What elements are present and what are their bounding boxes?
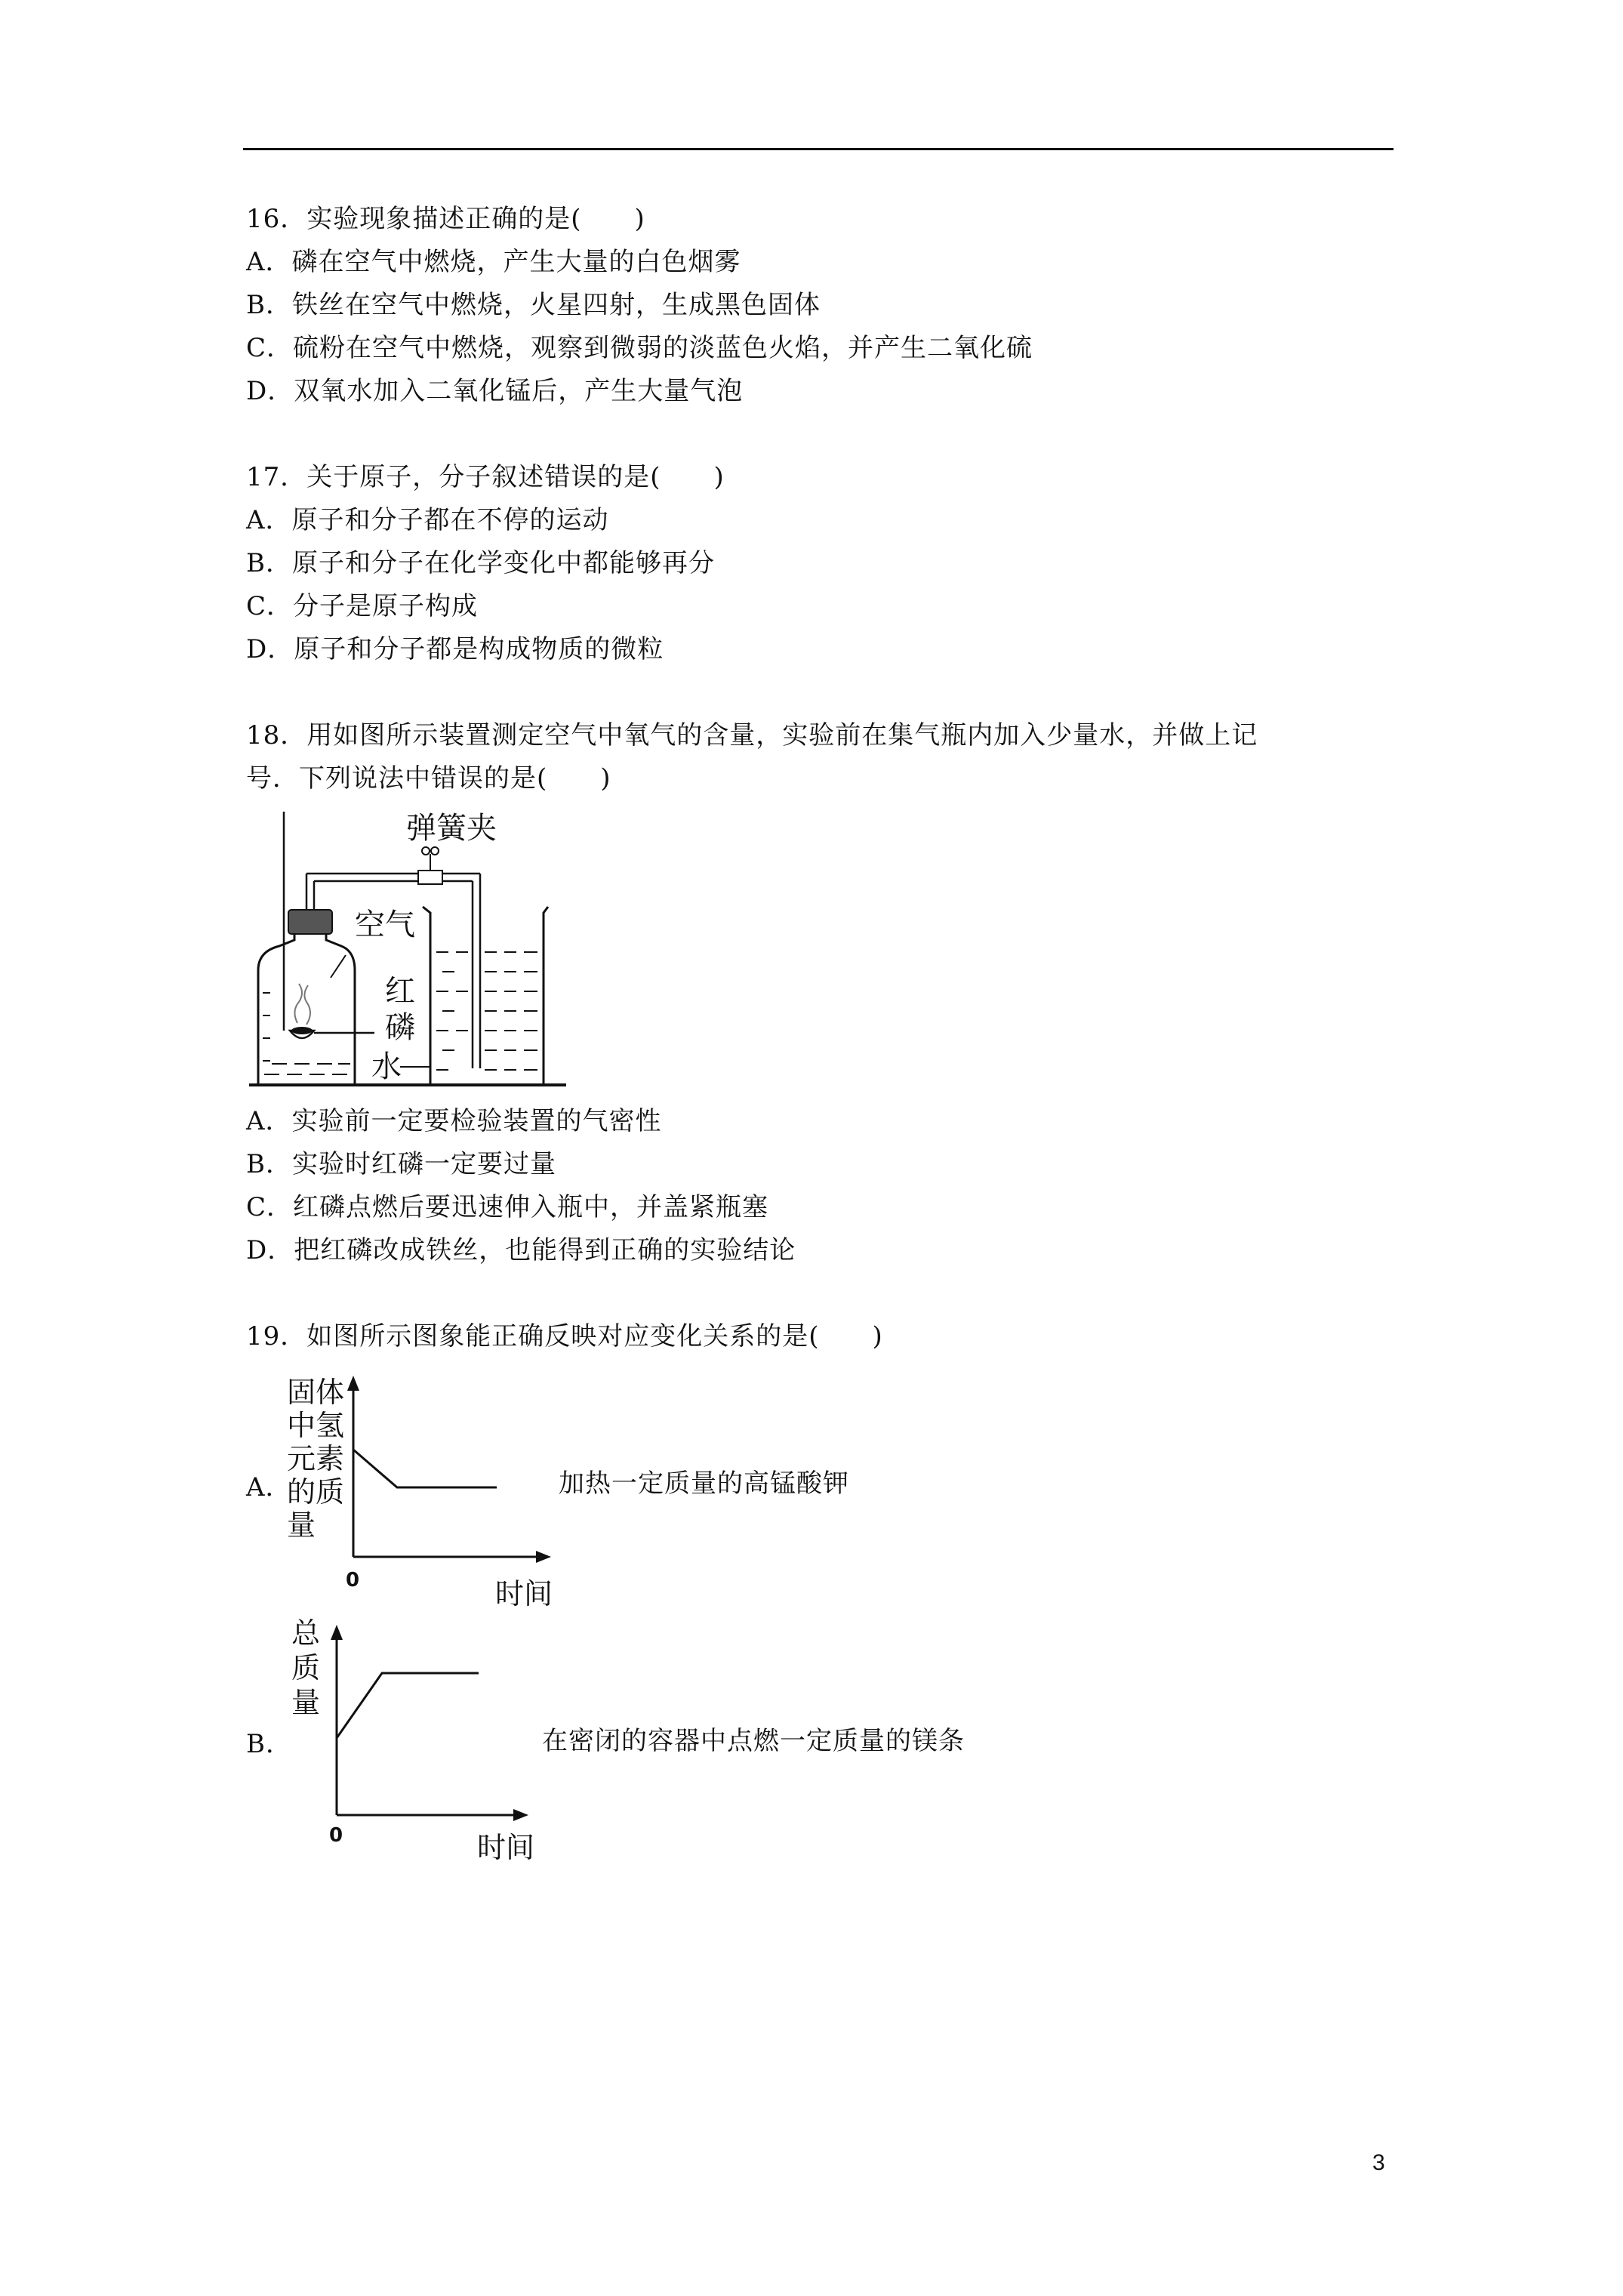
q18-apparatus-figure [242, 804, 574, 1091]
q16-option-d: D．双氧水加入二氧化锰后，产生大量气泡 [246, 376, 744, 406]
q19-option-a-letter: A． [246, 1472, 292, 1502]
graph-b-ylabel: 总 质 量 [291, 1616, 321, 1719]
graph-a-origin: 0 [346, 1569, 360, 1592]
q16-option-b: B．铁丝在空气中燃烧，火星四射，生成黑色固体 [246, 290, 821, 320]
q18-stem-line1: 18．用如图所示装置测定空气中氧气的含量，实验前在集气瓶内加入少量水，并做上记 [246, 720, 1258, 750]
q17-stem: 17．关于原子，分子叙述错误的是( ) [246, 462, 725, 492]
phosphorus-label-1: 红 [385, 974, 415, 1009]
q19-option-b-desc: 在密闭的容器中点燃一定质量的镁条 [542, 1726, 965, 1756]
graph-b-xlabel: 时间 [477, 1831, 535, 1864]
phosphorus-label-2: 磷 [385, 1010, 415, 1045]
q18-option-b: B．实验时红磷一定要过量 [246, 1149, 556, 1179]
page-number: 3 [1372, 2150, 1385, 2175]
q18-option-a: A．实验前一定要检验装置的气密性 [246, 1106, 662, 1136]
q19-option-b-letter: B． [246, 1729, 292, 1759]
q16-option-c: C．硫粉在空气中燃烧，观察到微弱的淡蓝色火焰，并产生二氧化硫 [246, 333, 1033, 363]
q17-option-a: A．原子和分子都在不停的运动 [246, 505, 609, 535]
q17-option-c: C．分子是原子构成 [246, 591, 479, 621]
q17-option-d: D．原子和分子都是构成物质的微粒 [246, 634, 664, 664]
graph-a-xlabel: 时间 [495, 1577, 553, 1610]
header-rule [243, 148, 1394, 150]
graph-a-curve [353, 1450, 497, 1487]
q18-stem-line2: 号．下列说法中错误的是( ) [246, 763, 611, 794]
water-label: 水 [371, 1049, 402, 1084]
q16-option-a: A．磷在空气中燃烧，产生大量的白色烟雾 [246, 247, 741, 277]
q18-option-d: D．把红磷改成铁丝，也能得到正确的实验结论 [246, 1235, 796, 1265]
graph-b-origin: 0 [329, 1824, 343, 1847]
q16-stem: 16．实验现象描述正确的是( ) [246, 204, 645, 234]
q19-stem: 19．如图所示图象能正确反映对应变化关系的是( ) [246, 1321, 883, 1351]
air-label: 空气 [355, 908, 415, 942]
clamp-label: 弹簧夹 [406, 811, 497, 846]
q18-option-c: C．红磷点燃后要迅速伸入瓶中，并盖紧瓶塞 [246, 1192, 769, 1222]
q19-graph-b [287, 1616, 574, 1872]
q19-option-a-desc: 加热一定质量的高锰酸钾 [559, 1469, 849, 1499]
graph-b-curve [337, 1673, 479, 1738]
graph-a-ylabel: 固体 中氢 元素 的质 量 [287, 1376, 345, 1542]
q19-graph-a [287, 1374, 574, 1616]
apparatus-diagram [242, 804, 574, 1091]
q17-option-b: B．原子和分子在化学变化中都能够再分 [246, 548, 715, 578]
